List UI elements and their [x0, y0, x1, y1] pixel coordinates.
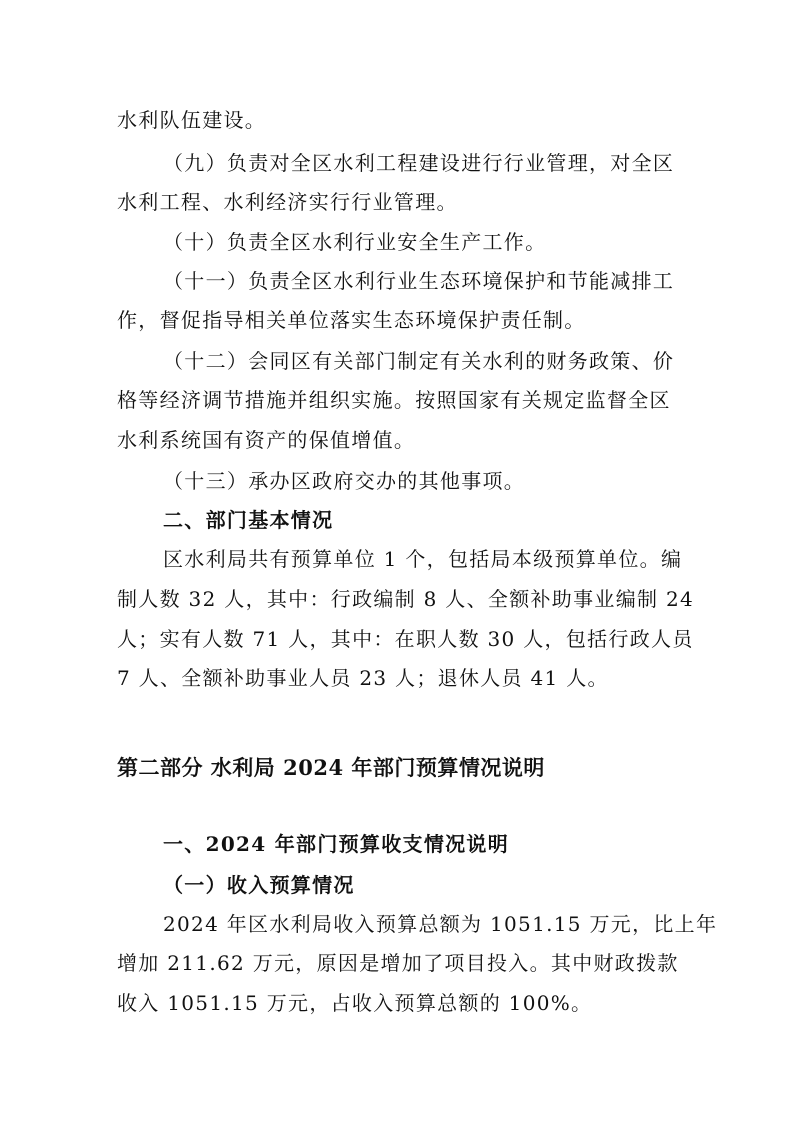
- text-line: 作，督促指导相关单位落实生态环境保护责任制。: [117, 308, 586, 332]
- text-line: （十）负责全区水利行业安全生产工作。: [163, 230, 547, 254]
- text-line: 水利工程、水利经济实行行业管理。: [117, 190, 458, 214]
- subsection-heading: （一）收入预算情况: [163, 873, 355, 897]
- text-line: 人；实有人数 71 人，其中：在职人数 30 人，包括行政人员: [117, 627, 694, 651]
- text-line: （十一）负责全区水利行业生态环境保护和节能减排工: [163, 269, 675, 293]
- text-line: 制人数 32 人，其中：行政编制 8 人、全额补助事业编制 24: [117, 587, 695, 611]
- text-line: 增加 211.62 万元，原因是增加了项目投入。其中财政拨款: [117, 951, 679, 975]
- text-line: （十三）承办区政府交办的其他事项。: [163, 469, 526, 493]
- text-line: 2024 年区水利局收入预算总额为 1051.15 万元，比上年: [163, 912, 718, 936]
- text-line: 区水利局共有预算单位 1 个，包括局本级预算单位。编: [163, 547, 683, 571]
- text-line: （十二）会同区有关部门制定有关水利的财务政策、价: [163, 349, 675, 373]
- text-line: （九）负责对全区水利工程建设进行行业管理，对全区: [163, 151, 675, 175]
- text-line: 7 人、全额补助事业人员 23 人；退休人员 41 人。: [117, 666, 609, 690]
- text-line: 水利系统国有资产的保值增值。: [117, 428, 416, 452]
- part-heading: 第二部分 水利局 2024 年部门预算情况说明: [117, 755, 545, 780]
- text-line: 水利队伍建设。: [117, 108, 267, 132]
- section-heading: 一、2024 年部门预算收支情况说明: [163, 832, 510, 856]
- text-line: 收入 1051.15 万元，占收入预算总额的 100%。: [117, 991, 593, 1015]
- section-heading-basic-info: 二、部门基本情况: [163, 508, 334, 532]
- text-line: 格等经济调节措施并组织实施。按照国家有关规定监督全区: [117, 388, 671, 412]
